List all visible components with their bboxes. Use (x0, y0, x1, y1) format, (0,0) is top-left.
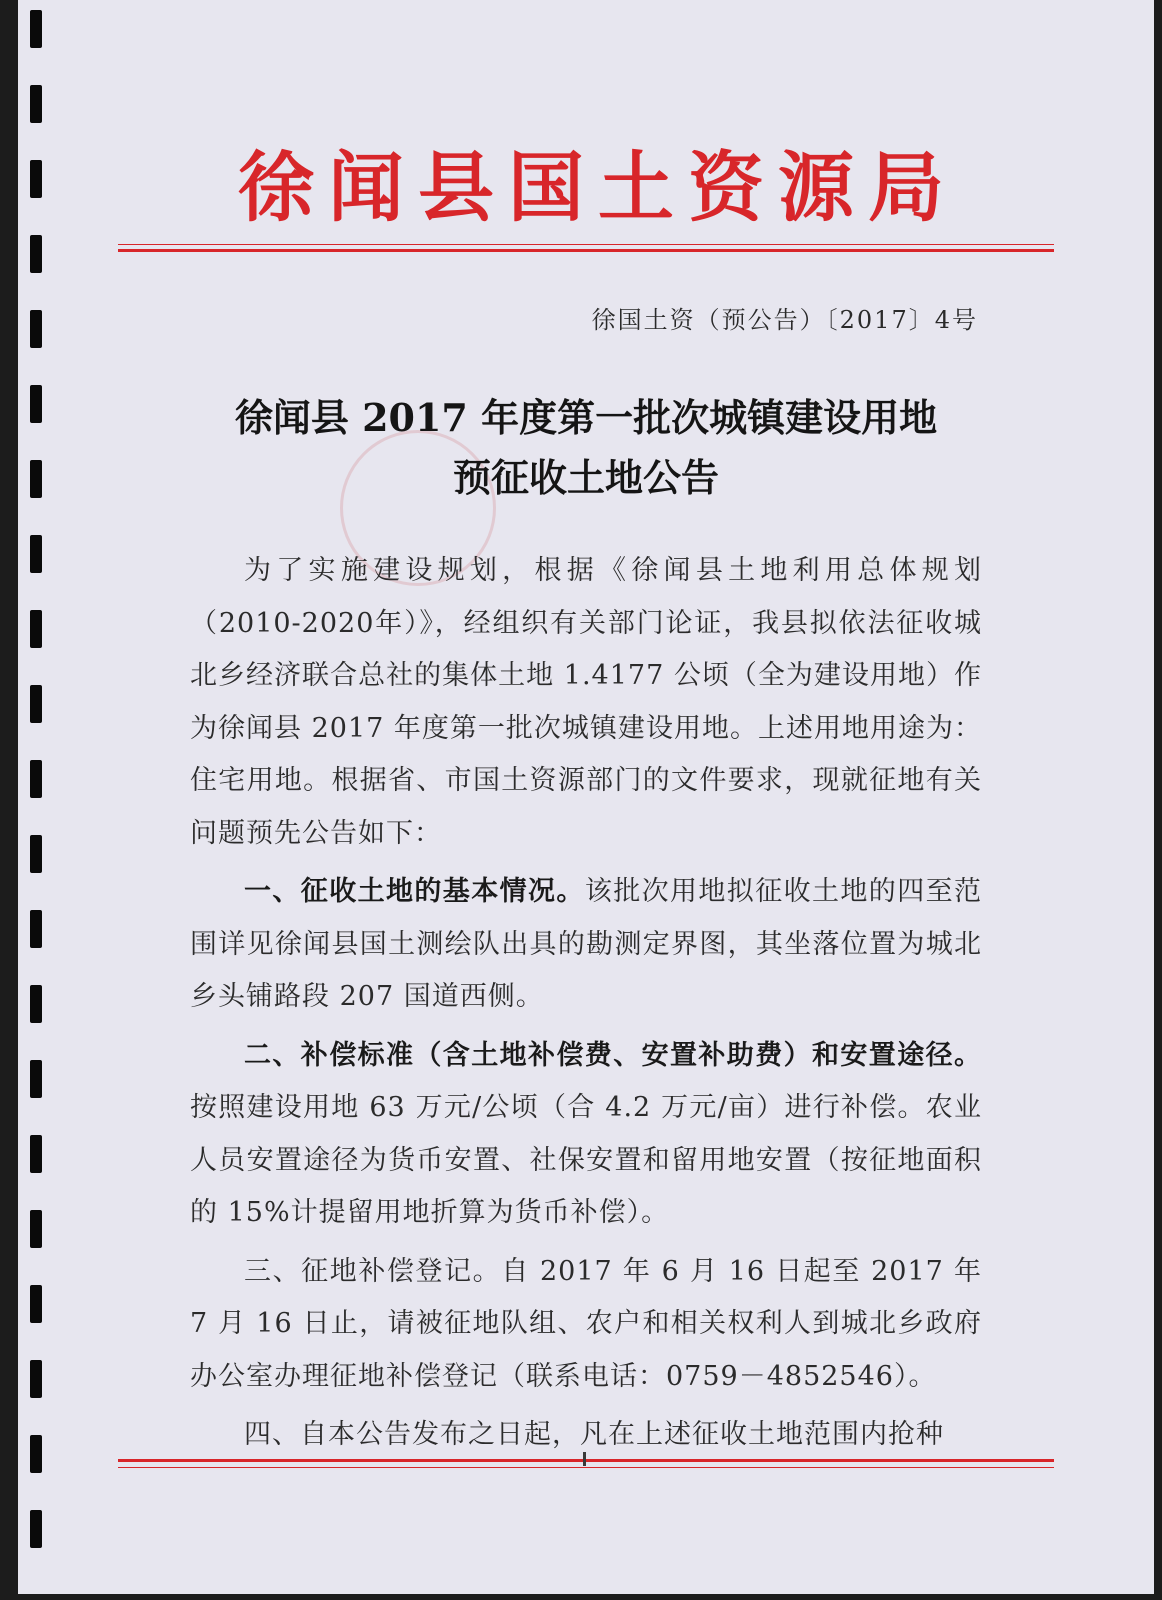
binding-holes (0, 0, 60, 1600)
binding-hole (30, 1360, 42, 1398)
notice-body (190, 545, 982, 1462)
binding-hole (30, 1435, 42, 1473)
binding-hole (30, 235, 42, 273)
binding-hole (30, 310, 42, 348)
agency-masthead: 徐闻县国土资源局 (238, 143, 958, 232)
binding-hole (30, 910, 42, 948)
footer-rule-top (118, 1459, 1054, 1462)
binding-hole (30, 985, 42, 1023)
binding-hole (30, 1060, 42, 1098)
binding-hole (30, 385, 42, 423)
notice-title-line-2: 预征收土地公告 (452, 455, 719, 500)
binding-hole (30, 1285, 42, 1323)
section-2-paragraph (190, 1030, 982, 1240)
section-1-text: 该批次用地拟征收土地的四至范围详见徐闻县国土测绘队出具的勘测定界图，其坐落位置为城北乡头铺路段 207 国道西侧。 (190, 876, 983, 1012)
binding-hole (30, 760, 42, 798)
binding-hole (30, 610, 42, 648)
binding-hole (30, 10, 42, 48)
notice-title (118, 388, 1054, 508)
binding-hole (30, 535, 42, 573)
document-number: 徐国土资（预公告）〔2017〕4号 (591, 306, 978, 334)
intro-paragraph: 为了实施建设规划，根据《徐闻县土地利用总体规划（2010-2020年）》，经组织有关部门论证，我县拟依法征收城北乡经济联合总社的集体土地 1.4177 公顷（全为建设用地）作为徐闻县 2017 年度第一批次城镇建设用地。上述用地用途为：住宅用地。根据省、市国土资源部门的文件要求，现就征地有关问题预先公告如下： (190, 555, 982, 849)
binding-hole (30, 460, 42, 498)
notice-title-line-1: 徐闻县 2017 年度第一批次城镇建设用地 (234, 395, 938, 440)
header-rule-bottom (118, 249, 1054, 252)
binding-hole (30, 835, 42, 873)
page-mark (583, 1452, 586, 1466)
binding-hole (30, 685, 42, 723)
section-2-text: 按照建设用地 63 万元/公顷（合 4.2 万元/亩）进行补偿。农业人员安置途径为货币安置、社保安置和留用地安置（按征地面积的 15%计提留用地折算为货币补偿）。 (190, 1092, 982, 1228)
header-rule-top (118, 244, 1054, 245)
binding-hole (30, 1210, 42, 1248)
document-page (18, 0, 1154, 1594)
section-1-heading: 一、征收土地的基本情况。 (244, 876, 585, 907)
binding-hole (30, 85, 42, 123)
section-4-paragraph: 四、自本公告发布之日起，凡在上述征收土地范围内抢种 (244, 1419, 944, 1450)
section-1-paragraph (190, 866, 982, 1024)
binding-hole (30, 1510, 42, 1548)
footer-rule-bottom (118, 1467, 1054, 1468)
binding-hole (30, 160, 42, 198)
section-2-heading: 二、补偿标准（含土地补偿费、安置补助费）和安置途径。 (244, 1039, 982, 1071)
binding-hole (30, 1135, 42, 1173)
section-3-paragraph: 三、征地补偿登记。自 2017 年 6 月 16 日起至 2017 年 7 月 16 日止，请被征地队组、农户和相关权利人到城北乡政府办公室办理征地补偿登记（联系电话：0759－4852546）。 (190, 1255, 982, 1392)
